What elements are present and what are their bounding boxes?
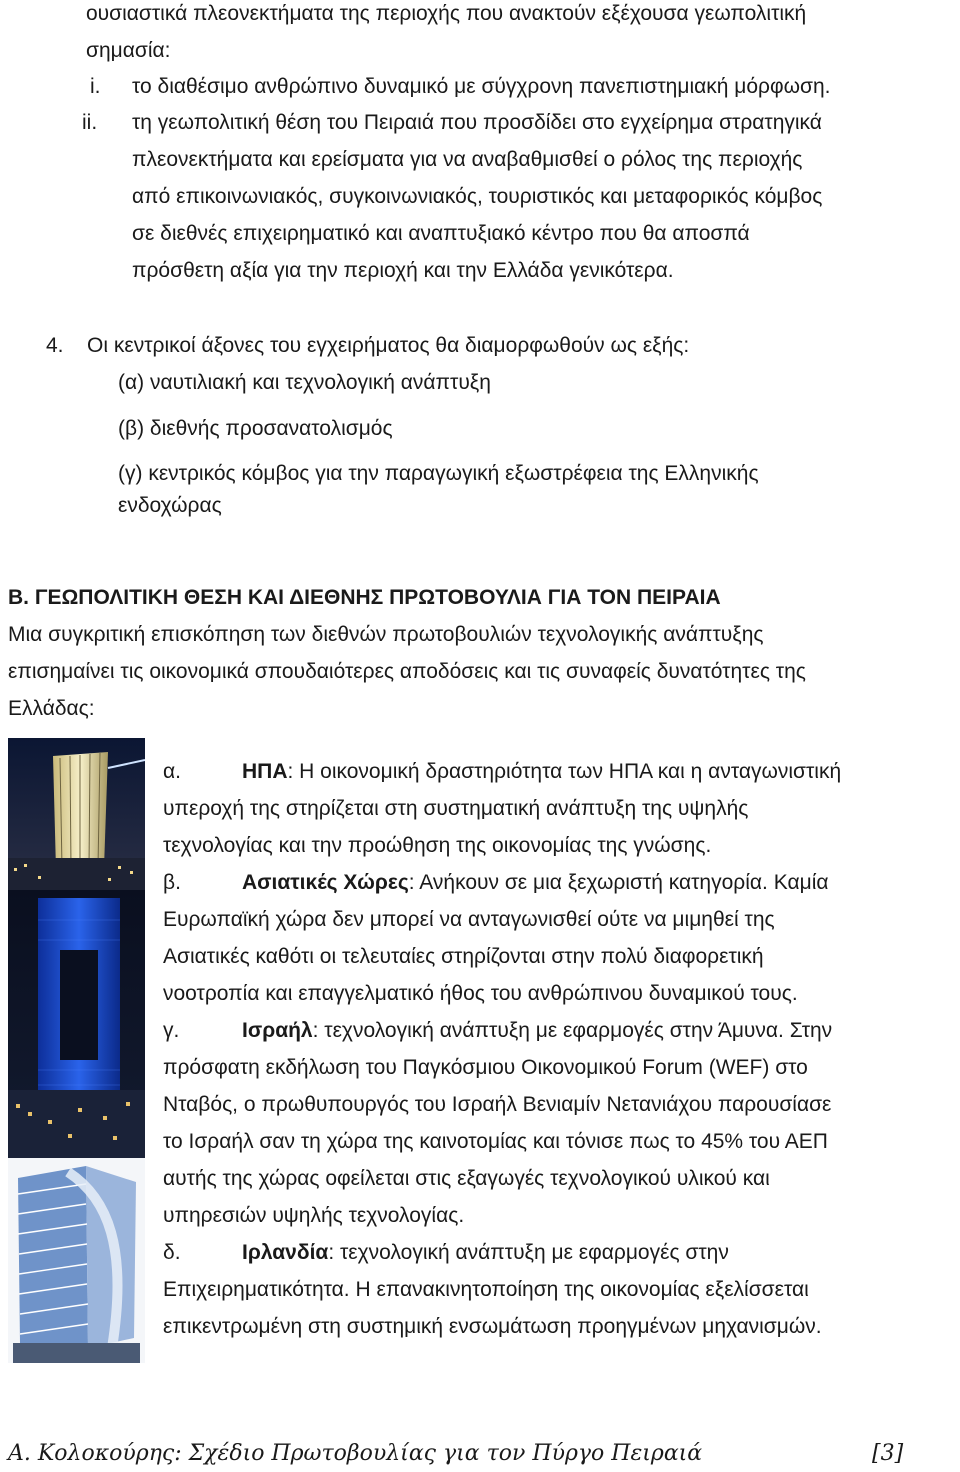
list-item-line: πρόσθετη αξία για την περιοχή και την Ελλάδα γενικότερα. <box>132 259 674 282</box>
country-entry <box>242 759 841 785</box>
country-name: Ασιατικές Χώρες <box>242 871 409 894</box>
point-item: ενδοχώρας <box>118 494 222 517</box>
footer-author-title: Α. Κολοκούρης: Σχέδιο Πρωτοβουλίας για τον Πύργο Πειραιά <box>8 1441 703 1466</box>
section-intro-line: επισημαίνει τις οικονομικά σπουδαιότερες αποδόσεις και τις συναφείς δυνατότητες της <box>8 660 806 683</box>
country-name: Ιρλανδία <box>242 1241 329 1264</box>
country-letter: α. <box>163 760 181 783</box>
section-heading: Β. ΓΕΩΠΟΛΙΤΙΚΗ ΘΕΣΗ ΚΑΙ ΔΙΕΘΝΗΣ ΠΡΩΤΟΒΟΥΛΙΑ ΓΙΑ ΤΟΝ ΠΕΙΡΑΙΑ <box>8 586 721 609</box>
country-line: αυτής της χώρας οφείλεται στις εξαγωγές τεχνολογικού υλικού και <box>163 1167 770 1190</box>
list-marker: i. <box>90 75 101 98</box>
country-letter: β. <box>163 871 181 894</box>
tower-night-photo <box>8 738 145 890</box>
list-marker: ii. <box>82 111 98 134</box>
intro-line: σημασία: <box>86 39 171 62</box>
section-intro-line: Μια συγκριτική επισκόπηση των διεθνών πρωτοβουλιών τεχνολογικής ανάπτυξης <box>8 623 764 646</box>
page-number: [3] <box>872 1441 904 1466</box>
country-text: : Ανήκουν σε μια ξεχωριστή κατηγορία. Καμία <box>408 871 829 894</box>
country-text: : τεχνολογική ανάπτυξη με εφαρμογές στην <box>328 1241 729 1264</box>
country-entry <box>242 1240 729 1266</box>
country-line: Ασιατικές καθότι οι τελευταίες στηρίζονται στην πολύ διαφορετική <box>163 945 764 968</box>
point-text: Οι κεντρικοί άξονες του εγχειρήματος θα διαμορφωθούν ως εξής: <box>87 334 690 357</box>
country-letter: δ. <box>163 1241 181 1264</box>
country-text: : τεχνολογική ανάπτυξη με εφαρμογές στην Άμυνα. Στην <box>312 1019 833 1042</box>
country-line: Επιχειρηματικότητα. Η επανακινητοποίηση της οικονομίας εξελίσσεται <box>163 1278 809 1301</box>
country-letter: γ. <box>163 1019 180 1042</box>
point-item: (γ) κεντρικός κόμβος για την παραγωγική εξωστρέφεια της Ελληνικής <box>118 462 759 485</box>
country-line: υπεροχή της στηρίζεται στη συστηματική ανάπτυξη της υψηλής <box>163 797 749 820</box>
country-entry <box>242 1018 832 1044</box>
list-item-line: σε διεθνές επιχειρηματικό και αναπτυξιακό κέντρο που θα αποσπά <box>132 222 750 245</box>
country-text: : Η οικονομική δραστηριότητα των ΗΠΑ και η ανταγωνιστική <box>287 760 842 783</box>
country-line: νοοτροπία και επαγγελματικό ήθος του ανθρώπινου δυναμικού τους. <box>163 982 798 1005</box>
point-item: (β) διεθνής προσανατολισμός <box>118 417 393 440</box>
country-line: πρόσφατη εκδήλωση του Παγκόσμιου Οικονομικού Forum (WEF) στο <box>163 1056 808 1079</box>
tower-glass-model <box>8 1158 145 1363</box>
list-item-line: από επικοινωνιακός, συγκοινωνιακός, τουριστικός και μεταφορικός κόμβος <box>132 185 823 208</box>
list-item: το διαθέσιμο ανθρώπινο δυναμικό με σύγχρονη πανεπιστημιακή μόρφωση. <box>132 75 831 98</box>
country-name: ΗΠΑ <box>242 760 288 783</box>
country-line: επικεντρωμένη στη συστημική ενσωμάτωση προηγμένων μηχανισμών. <box>163 1315 822 1338</box>
intro-line: ουσιαστικά πλεονεκτήματα της περιοχής που ανακτούν εξέχουσα γεωπολιτική <box>86 2 807 25</box>
country-line: Ευρωπαϊκή χώρα δεν μπορεί να ανταγωνισθεί ούτε να μιμηθεί της <box>163 908 775 931</box>
point-number: 4. <box>46 334 64 357</box>
country-line: το Ισραήλ σαν τη χώρα της καινοτομίας και τόνισε πως το 45% του ΑΕΠ <box>163 1130 828 1153</box>
list-item-line: τη γεωπολιτική θέση του Πειραιά που προσδίδει στο εγχείρημα στρατηγικά <box>132 111 822 134</box>
tower-blue-photo <box>8 890 145 1158</box>
country-line: τεχνολογίας και την προώθηση της οικονομίας της γνώσης. <box>163 834 712 857</box>
section-intro-line: Ελλάδας: <box>8 697 95 720</box>
point-item: (α) ναυτιλιακή και τεχνολογική ανάπτυξη <box>118 371 491 394</box>
list-item-line: πλεονεκτήματα και ερείσματα για να αναβαθμισθεί ο ρόλος της περιοχής <box>132 148 803 171</box>
country-entry <box>242 870 829 896</box>
country-line: υπηρεσιών υψηλής τεχνολογίας. <box>163 1204 465 1227</box>
country-name: Ισραήλ <box>242 1019 313 1042</box>
country-line: Νταβός, ο πρωθυπουργός του Ισραήλ Βενιαμίν Νετανιάχου παρουσίασε <box>163 1093 832 1116</box>
